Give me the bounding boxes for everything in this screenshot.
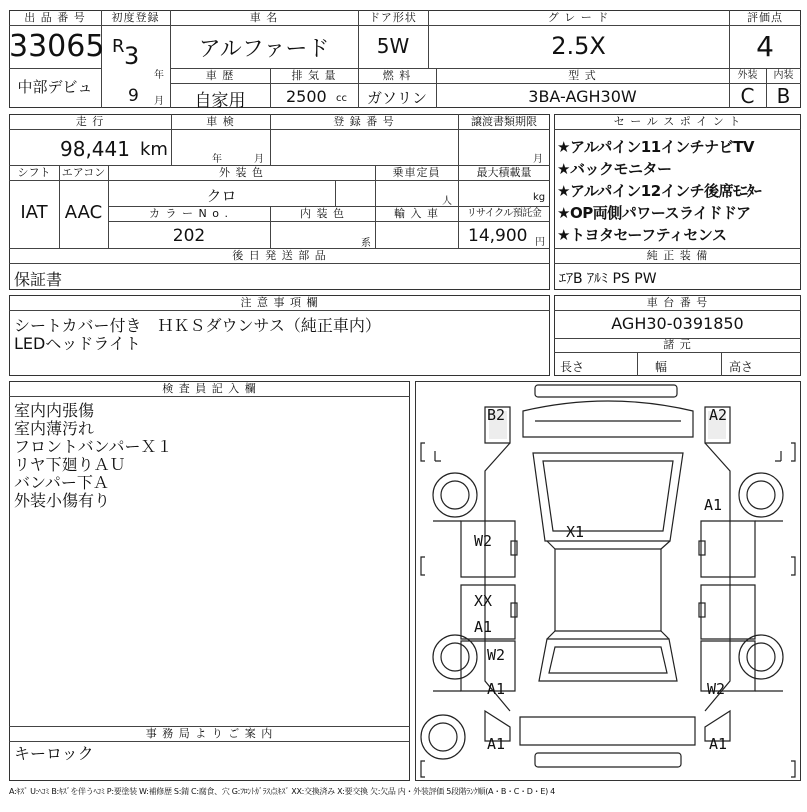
color-label: 外 装 色 (219, 166, 264, 179)
sales-point-item: ★アルパイン11インチナビTV (557, 138, 755, 156)
sales-point-item: ★アルパイン12インチ後席ﾓﾆﾀｰ (557, 182, 762, 200)
legend: A:ｷｽﾞ U:ﾍｺﾐ B:ｷｽﾞを伴うﾍｺﾐ P:要塗装 W:補修歴 S:錆 C:腐食、穴 G:ﾌﾛﾝﾄｶﾞﾗｽ点ｷｽﾞ XX:交換済み X:要交換 欠:欠品 内・外装評価 5段階ﾗﾝｸ順(A・B・C・D・E) 4 (9, 787, 555, 796)
sales-points-label: セ ー ル ス ポ イ ン ト (613, 115, 742, 128)
equipment: ｴｱB ｱﾙﾐ PS PW (559, 271, 657, 287)
mark-w2: W2 (707, 680, 726, 698)
dimensions-label: 諸 元 (663, 338, 692, 351)
first-reg-month: 9 (128, 86, 139, 106)
color-no-label: カ ラ ー N o . (149, 207, 229, 220)
transfer-month-unit: 月 (533, 154, 543, 165)
lot-number-label: 出 品 番 号 (24, 11, 86, 24)
sales-point-item: ★トヨタセーフティセンス (557, 226, 727, 244)
inspection-month-unit: 月 (254, 154, 264, 165)
chassis-number: AGH30-0391850 (611, 314, 744, 333)
aircon-label: エアコン (61, 166, 106, 179)
inspector-label: 検 査 員 記 入 欄 (162, 382, 257, 395)
fuel-label: 燃 料 (382, 69, 412, 82)
mark-w2: W2 (474, 532, 493, 550)
inspector-line: 室内内張傷 (14, 401, 95, 420)
sales-point-item: ★OP両側パワースライドドア (557, 204, 751, 222)
mileage-unit: km (140, 139, 168, 160)
capacity-label: 乗車定員 (392, 166, 441, 179)
sales-point-item: ★バックモニター (557, 160, 672, 178)
aircon: AAC (64, 202, 103, 223)
first-reg-era: R (112, 36, 125, 57)
car-diagram (415, 381, 801, 781)
interior-color-unit: 系 (361, 238, 371, 249)
interior-grade-label: 内装 (773, 70, 794, 81)
height-label: 高さ (729, 360, 754, 374)
shift-label: シフト (17, 166, 51, 179)
exterior-grade: C (740, 84, 755, 108)
notes-label: 注 意 事 項 欄 (240, 296, 319, 309)
inspector-line: リヤ下廻りＡＵ (14, 455, 126, 474)
mark-a1: A1 (487, 680, 506, 698)
fuel: ガソリン (366, 89, 427, 107)
model: 3BA-AGH30W (528, 87, 637, 106)
office-note: キーロック (14, 744, 94, 763)
displacement-label: 排 気 量 (291, 69, 337, 82)
mark-w2: W2 (487, 646, 506, 664)
lot-number: 33065 (9, 29, 105, 64)
inspector-line: 室内薄汚れ (14, 419, 95, 438)
import-label: 輸 入 車 (394, 207, 439, 220)
inspector-line: 外装小傷有り (14, 491, 111, 510)
first-reg-year: 3 (124, 42, 140, 70)
equipment-label: 純 正 装 備 (646, 249, 709, 262)
door-label: ドア形状 (369, 11, 417, 24)
history: 自家用 (194, 91, 246, 111)
displacement: 2500 (286, 87, 327, 106)
door-type: 5W (376, 34, 410, 58)
first-reg-year-unit: 年 (154, 70, 164, 81)
mileage-label: 走 行 (75, 115, 105, 128)
notes-line: LEDヘッドライト (14, 334, 141, 353)
first-reg-month-unit: 月 (154, 96, 164, 107)
mark-a1: A1 (474, 618, 493, 636)
inspection-year-unit: 年 (212, 154, 222, 165)
capacity-unit: 人 (442, 196, 452, 207)
color-no: 202 (172, 226, 206, 246)
load-unit: kg (533, 192, 546, 203)
grade-label: グ レ ー ド (547, 11, 610, 24)
recycle-unit: 円 (535, 237, 545, 248)
transfer-label: 譲渡書類期限 (471, 115, 537, 128)
mark-xx: XX (474, 592, 493, 610)
mark-a2: A2 (709, 406, 728, 424)
length-label: 長さ (560, 360, 585, 374)
car-name: アルファード (198, 37, 330, 62)
recycle-amount: 14,900 (468, 226, 528, 246)
inspector-line: フロントバンパーＸ１ (14, 437, 173, 456)
grade: 2.5X (551, 32, 606, 60)
mileage: 98,441 (60, 137, 130, 161)
interior-grade: B (776, 84, 791, 108)
mark-x1: X1 (566, 523, 585, 541)
recycle-label: リサイクル預託金 (466, 208, 542, 219)
chassis-label: 車 台 番 号 (646, 296, 709, 309)
later-parts: 保証書 (14, 270, 63, 289)
mark-a1: A1 (487, 735, 506, 753)
load-label: 最大積載量 (476, 166, 532, 179)
history-label: 車 歴 (205, 69, 235, 82)
registration-label: 登 録 番 号 (333, 115, 395, 128)
notes-line: シートカバー付き ＨＫＳダウンサス（純正車内） (14, 316, 381, 335)
later-parts-label: 後 日 発 送 部 品 (232, 249, 327, 262)
car-name-label: 車 名 (249, 11, 279, 24)
exterior-grade-label: 外装 (737, 70, 758, 81)
inspection-label: 車 検 (206, 115, 235, 128)
score-label: 評価点 (747, 11, 783, 24)
shift: IAT (20, 202, 48, 223)
inspector-line: バンパー下Ａ (14, 473, 109, 492)
color: クロ (206, 187, 237, 205)
model-label: 型 式 (568, 69, 597, 82)
interior-color-label: 内 装 色 (300, 207, 345, 220)
width-label: 幅 (655, 360, 668, 374)
office-label: 事 務 局 よ り ご 案 内 (145, 727, 274, 740)
mark-b2: B2 (487, 406, 506, 424)
displacement-unit: cc (336, 93, 347, 104)
mark-a1: A1 (704, 496, 723, 514)
mark-a1: A1 (709, 735, 728, 753)
first-reg-label: 初度登録 (111, 11, 160, 24)
score: 4 (756, 30, 774, 63)
debut-label: 中部デビュ (17, 78, 93, 96)
